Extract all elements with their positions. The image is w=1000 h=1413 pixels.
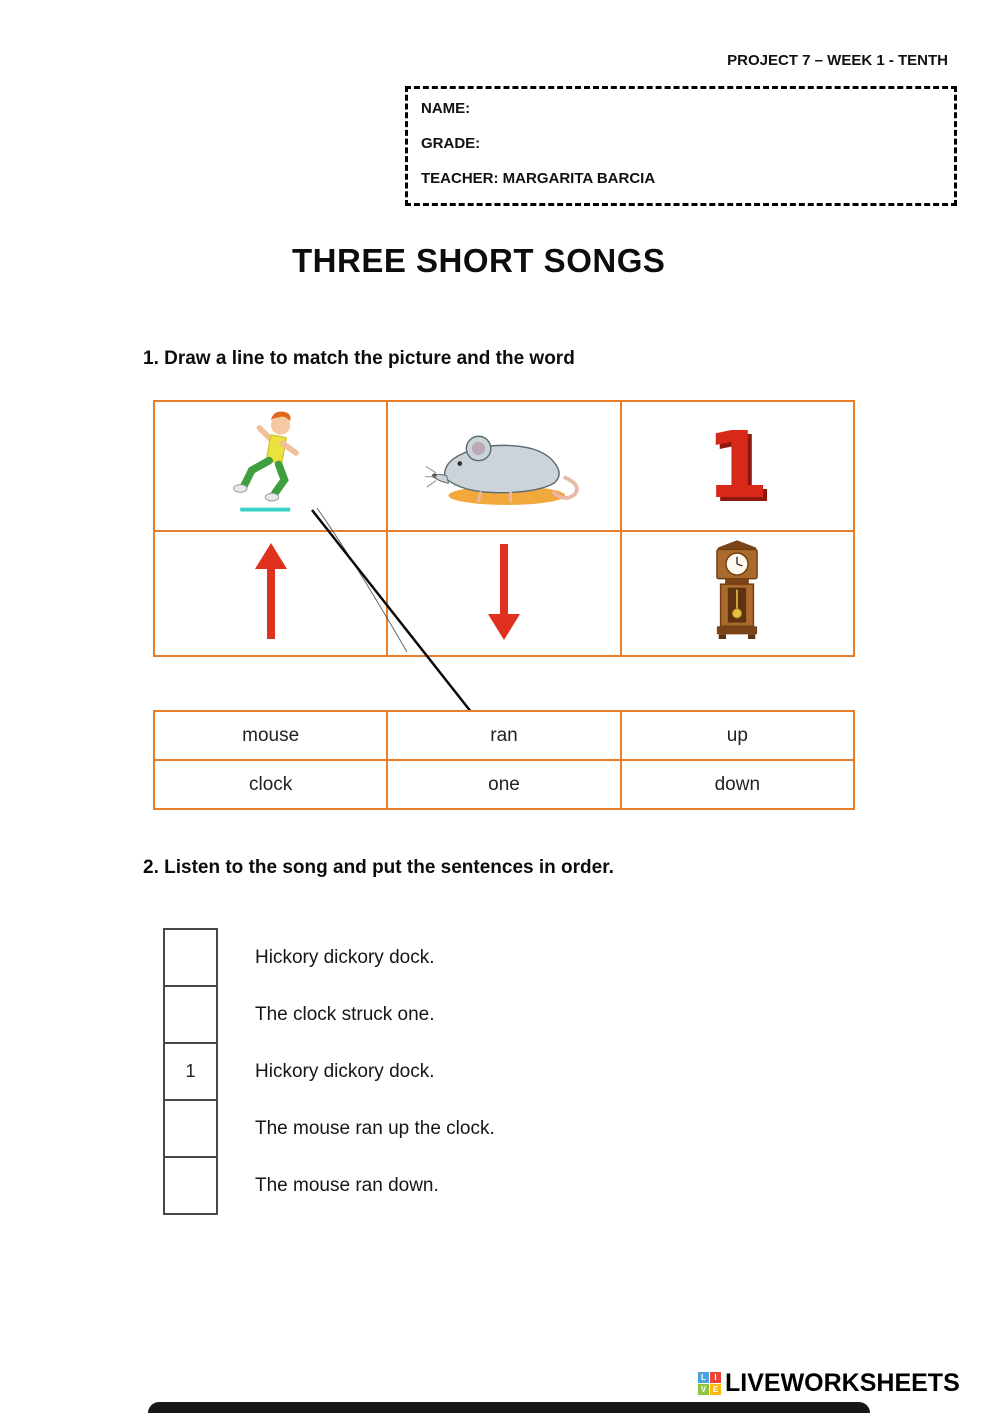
order-input-box[interactable] xyxy=(163,928,218,987)
picture-cell-number-one[interactable] xyxy=(621,401,854,531)
word-cell-one[interactable]: one xyxy=(387,760,620,809)
word-cell-down[interactable]: down xyxy=(621,760,854,809)
grandfather-clock-icon xyxy=(705,535,769,652)
exercise1-instruction: 1. Draw a line to match the picture and the word xyxy=(143,348,575,369)
bottom-toolbar xyxy=(148,1402,870,1413)
order-row xyxy=(163,985,803,1044)
project-label: PROJECT 7 – WEEK 1 - TENTH xyxy=(727,52,948,69)
down-arrow-icon xyxy=(482,539,526,649)
up-arrow-icon xyxy=(249,539,293,649)
picture-cell-up-arrow[interactable] xyxy=(154,531,387,656)
student-info-box xyxy=(405,86,957,206)
liveworksheets-brand[interactable] xyxy=(698,1369,960,1398)
sentence-text: The mouse ran down. xyxy=(255,1174,439,1196)
name-label[interactable]: NAME: xyxy=(421,100,471,117)
page-title: THREE SHORT SONGS xyxy=(292,242,666,279)
sentence-text: The clock struck one. xyxy=(255,1003,435,1025)
picture-cell-down-arrow[interactable] xyxy=(387,531,620,656)
word-cell-clock[interactable]: clock xyxy=(154,760,387,809)
grade-label[interactable]: GRADE: xyxy=(421,135,481,152)
number-one-figure: 1 xyxy=(705,412,770,519)
running-boy-icon xyxy=(223,408,319,525)
word-cell-mouse[interactable]: mouse xyxy=(154,711,387,760)
logo-letter: V xyxy=(698,1384,709,1395)
order-input-box[interactable]: 1 xyxy=(163,1042,218,1101)
liveworksheets-logo-icon xyxy=(698,1372,721,1395)
match-words-table xyxy=(153,710,855,810)
sentence-text: The mouse ran up the clock. xyxy=(255,1117,495,1139)
exercise2-instruction: 2. Listen to the song and put the sentences in order. xyxy=(143,857,614,878)
order-row xyxy=(163,1099,803,1158)
mouse-icon xyxy=(424,419,584,514)
picture-cell-mouse[interactable] xyxy=(387,401,620,531)
sentence-text: Hickory dickory dock. xyxy=(255,946,435,968)
order-input-box[interactable] xyxy=(163,1156,218,1215)
teacher-label: TEACHER: MARGARITA BARCIA xyxy=(421,170,656,187)
brand-text: LIVEWORKSHEETS xyxy=(725,1369,960,1397)
word-cell-ran[interactable]: ran xyxy=(387,711,620,760)
sentence-text: Hickory dickory dock. xyxy=(255,1060,435,1082)
logo-letter: E xyxy=(710,1384,721,1395)
word-cell-up[interactable]: up xyxy=(621,711,854,760)
match-pictures-table xyxy=(153,400,855,657)
picture-cell-running-boy[interactable] xyxy=(154,401,387,531)
sentence-order-list xyxy=(163,928,803,1215)
logo-letter: L xyxy=(698,1372,709,1383)
order-row xyxy=(163,1042,803,1101)
order-input-box[interactable] xyxy=(163,985,218,1044)
order-row xyxy=(163,1156,803,1215)
picture-cell-clock[interactable] xyxy=(621,531,854,656)
order-row xyxy=(163,928,803,987)
order-input-box[interactable] xyxy=(163,1099,218,1158)
logo-letter: I xyxy=(710,1372,721,1383)
